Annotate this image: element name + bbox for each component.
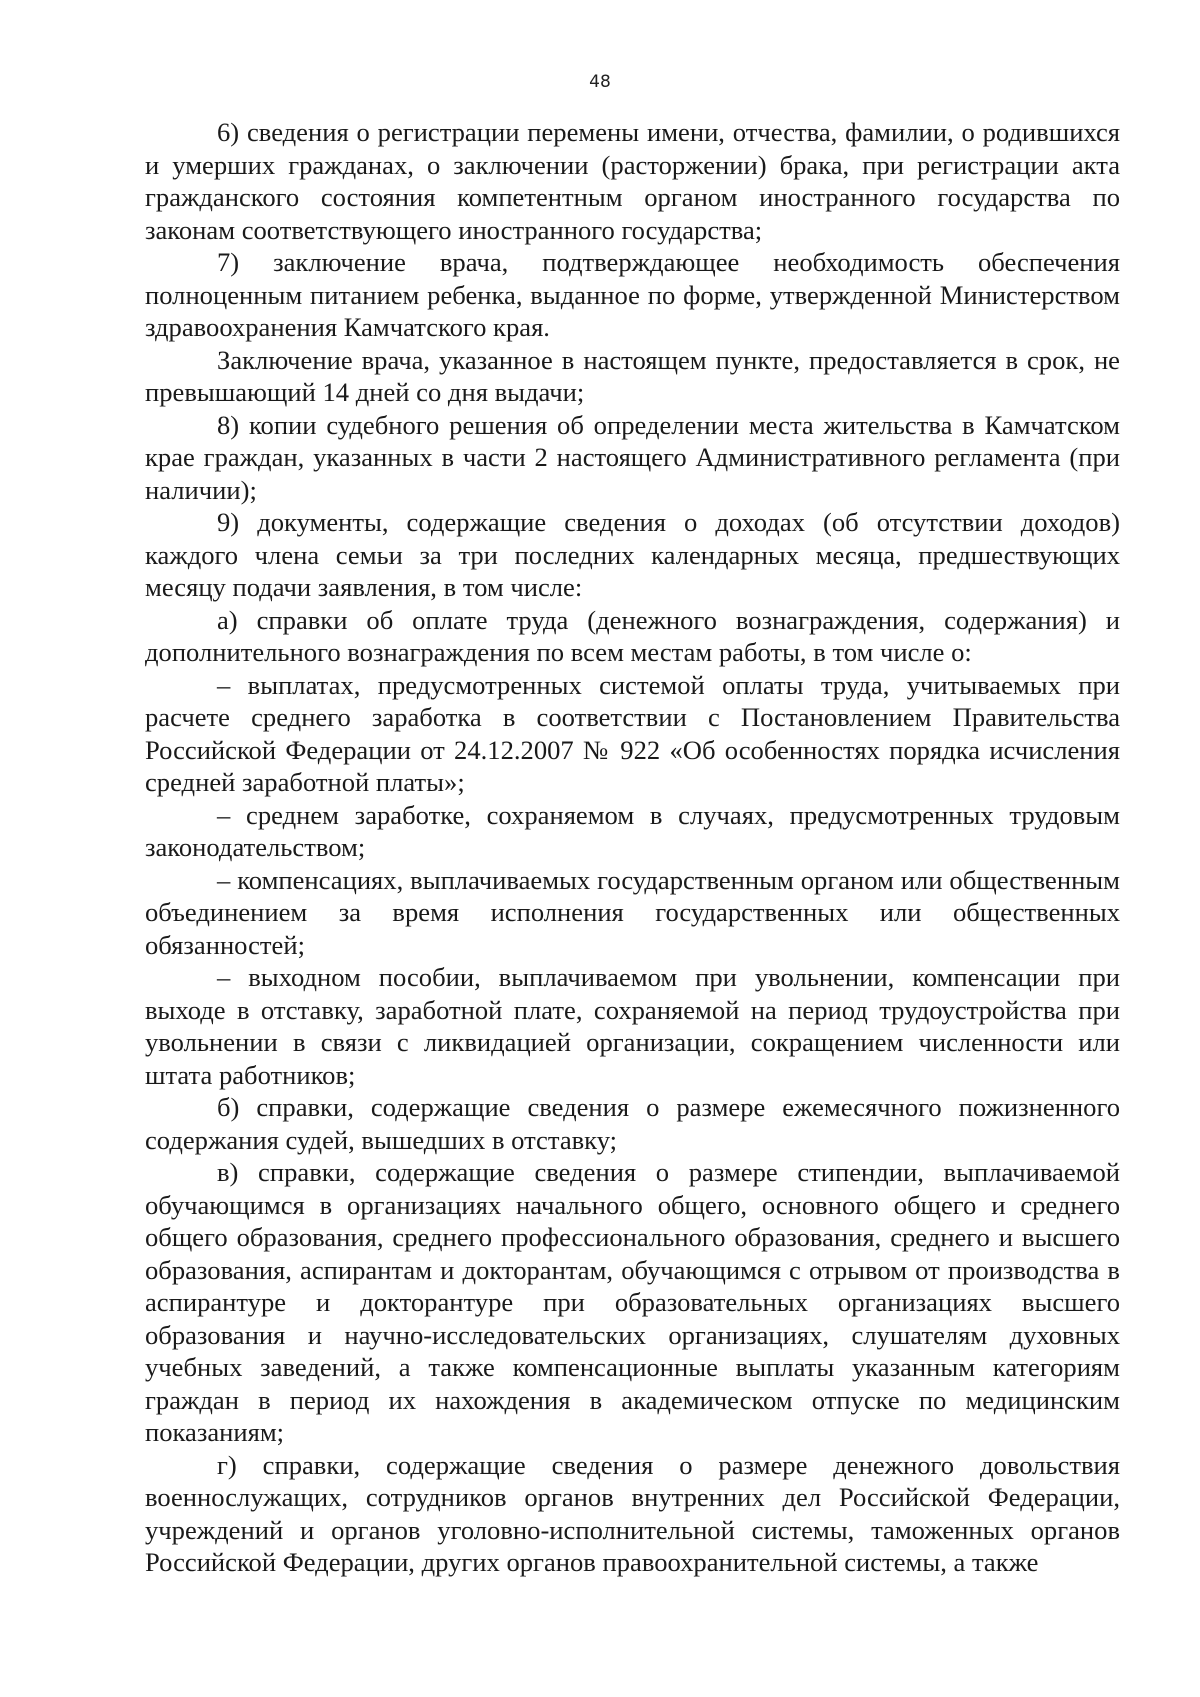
paragraph-subitem-a: а) справки об оплате труда (денежного вознаграждения, содержания) и дополнительного вознаграждения по всем местам работы, в том числе о: <box>145 604 1120 667</box>
document-body <box>145 116 1120 1579</box>
paragraph-subitem-g: г) справки, содержащие сведения о размере денежного довольствия военнослужащих, сотрудников органов внутренних дел Российской Федерации, учреждений и органов уголовно-исполнительной системы, таможенных органов Российской Федерации, других органов правоохранительной системы, а также <box>145 1449 1120 1577</box>
page-number: 48 <box>589 72 611 92</box>
paragraph-dash-severance: – выходном пособии, выплачиваемом при увольнении, компенсации при выходе в отставку, заработной плате, сохраняемой на период трудоустройства при увольнении в связи с ликвидацией организации, сокращением численности или штата работников; <box>145 962 1120 1090</box>
paragraph-item-7: 7) заключение врача, подтверждающее необходимость обеспечения полноценным питанием ребенка, выданное по форме, утвержденной Министерством здравоохранения Камчатского края. <box>145 247 1120 342</box>
paragraph-item-9: 9) документы, содержащие сведения о доходах (об отсутствии доходов) каждого члена семьи за три последних календарных месяца, предшествующих месяцу подачи заявления, в том числе: <box>145 507 1120 602</box>
paragraph-subitem-v: в) справки, содержащие сведения о размере стипендии, выплачиваемой обучающимся в организациях начального общего, основного общего и среднего общего образования, среднего профессионального образования, среднего и высшего образования, аспирантам и докторантам, обучающимся с отрывом от производства в аспирантуре и докторантуре при образовательных организациях высшего образования и научно-исследовательских организациях, слушателям духовных учебных заведений, а также компенсационные выплаты указанным категориям граждан в период их нахождения в академическом отпуске по медицинским показаниям; <box>145 1157 1120 1447</box>
paragraph-dash-payments: – выплатах, предусмотренных системой оплаты труда, учитываемых при расчете среднего заработка в соответствии с Постановлением Правительства Российской Федерации от 24.12.2007 № 922 «Об особенностях порядка исчисления средней заработной платы»; <box>145 669 1120 797</box>
paragraph-subitem-b: б) справки, содержащие сведения о размере ежемесячного пожизненного содержания судей, вышедших в отставку; <box>145 1092 1120 1155</box>
paragraph-doctor-conclusion-term: Заключение врача, указанное в настоящем пункте, предоставляется в срок, не превышающий 14 дней со дня выдачи; <box>145 344 1120 407</box>
paragraph-item-8: 8) копии судебного решения об определении места жительства в Камчатском крае граждан, указанных в части 2 настоящего Административного регламента (при наличии); <box>145 409 1120 505</box>
paragraph-item-6: 6) сведения о регистрации перемены имени, отчества, фамилии, о родившихся и умерших гражданах, о заключении (расторжении) брака, при регистрации акта гражданского состояния компетентным органом иностранного государства по законам соответствующего иностранного государства; <box>145 117 1120 245</box>
paragraph-dash-compensations: – компенсациях, выплачиваемых государственным органом или общественным объединением за время исполнения государственных или общественных обязанностей; <box>145 864 1120 960</box>
paragraph-dash-average-earnings: – среднем заработке, сохраняемом в случаях, предусмотренных трудовым законодательством; <box>145 799 1120 862</box>
